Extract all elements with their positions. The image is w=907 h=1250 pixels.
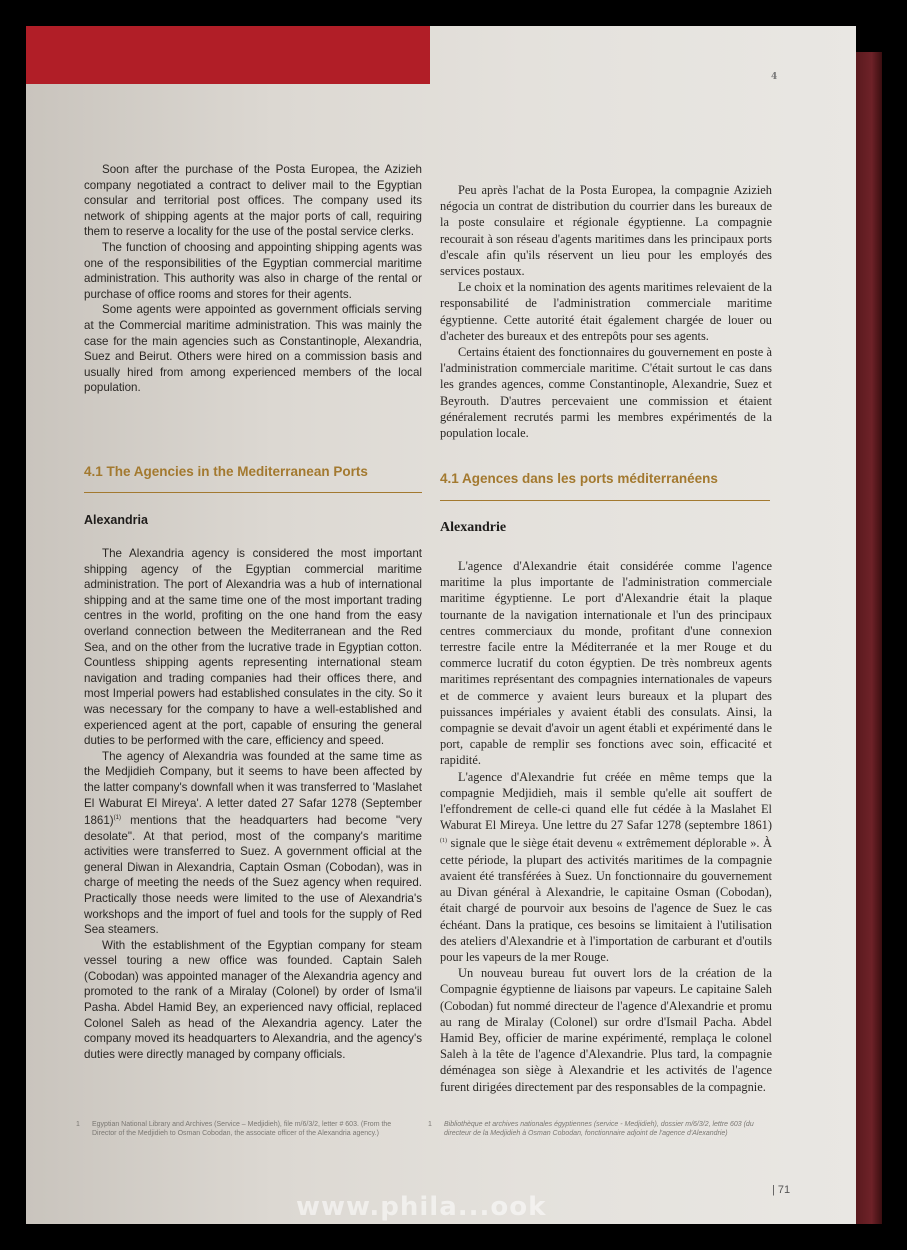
page-number: | 71	[772, 1184, 791, 1196]
top-page-number: 4	[771, 72, 778, 82]
english-paragraph: The function of choosing and appointing shipping agents was one of the responsibilities of the Egyptian commercial maritime administration. This authority was also in charge of the rental or purchase of office rooms and stores for their agents.	[84, 240, 422, 301]
footnote-ref: (1)	[440, 838, 447, 845]
english-paragraph: Some agents were appointed as government officials serving at the Commercial maritime administration. This was mainly the case for the main agencies such as Constantinople, Alexandria, Suez and Beirut. Others were hired on a commission basis and usually hired from among experienced members of the local population.	[84, 303, 422, 395]
footnote-number: 1	[428, 1121, 432, 1128]
footnote-ref: (1)	[113, 815, 121, 822]
french-paragraph: Le choix et la nomination des agents maritimes relevaient de la responsabilité de l'administration commerciale maritime égyptienne. Cette autorité était également chargée de louer ou d'acheter des bureaux et des entrepôts pour ses agents.	[440, 280, 772, 343]
french-intro	[440, 182, 772, 441]
book-page	[26, 26, 856, 1224]
book-spine	[856, 52, 882, 1224]
french-section-body	[440, 558, 772, 1095]
french-paragraph: Certains étaient des fonctionnaires du gouvernement en poste à l'administration commerciale maritime. C'était surtout le cas dans les grandes agences, comme Constantinople, Alexandrie, Suez et Beyrouth. D'autres percevaient une commission et étaient généralement recrutés parmi les membres expérimentés de la population locale.	[440, 345, 772, 441]
french-section-paragraph: L'agence d'Alexandrie était considérée comme l'agence maritime la plus importante de l'administration commerciale maritime égyptienne. Le port d'Alexandrie était la plaque tournante de la navigation internationale et l'un des principaux centres commerciaux du monde, profitant d'une connexion terrestre facile entre la Méditerranée et la mer Rouge et du commerce lucratif du coton égyptien. De très nombreux agents maritimes représentant des compagnies internationales de vapeurs et de commerce y avaient leurs bureaux et la plupart des puissances impériales y avaient établi des consulats. Ainsi, la compagnie se devait d'avoir un agent établi et expérimenté dans le port, capable de remplir ses fonctions avec soin, efficacité et rapidité.	[440, 559, 772, 768]
english-section-paragraph: The agency of Alexandria was founded at the same time as the Medjidieh Company, but it seems to have been affected by the latter company's downfall when it was transferred to 'Maslahet El Waburat El Mireya'. A letter dated 27 Safar 1278 (September 1861)$^{(1)}$ mentions that the headquarters had become "very desolate". At that period, most of the company's maritime activities were transferred to Suez. A government official at the general Diwan in Alexandria, Captain Osman (Cobodan), was in charge of meeting the needs of the Suez agency when required. Practically those needs were limited to the use of Alexandria's workshops and the import of fuel and tools for the supply of Red Sea steamers.	[84, 749, 422, 937]
french-section-paragraph: L'agence d'Alexandrie fut créée en même temps que la compagnie Medjidieh, mais il semble qu'elle ait souffert de l'effondrement de celle-ci quand elle fut cédée à la Maslahet El Waburat El Mireya. Une lettre du 27 Safar 1278 (septembre 1861)$^{(1)}$ signale que le siège était devenu « extrêmement déplorable ». À cette période, la plupart des activités maritimes de la compagnie avaient été transférées à Suez. Un fonctionnaire du gouvernement au Divan général à Alexandrie, le capitaine Osman (Cobodan), était chargé de pourvoir aux besoins de l'agence de Suez le cas échéant. Dans la pratique, ces besoins se limitaient à l'utilisation des ateliers d'Alexandrie et à l'importation de carburant et d'outils pour les vapeurs de la mer Rouge.	[440, 769, 772, 964]
french-subheading: Alexandrie	[440, 520, 507, 535]
english-section-paragraph: With the establishment of the Egyptian company for steam vessel touring a new office was founded. Captain Saleh (Cobodan) was appointed manager of the Alexandria agency and promoted to the rank of a Miralay (Colonel) by order of Isma'il Pasha. Abdel Hamid Bey, an experienced navy official, replaced Colonel Saleh as head of the Alexandria agency. Later the company moved its headquarters to Alexandria, and the agency's duties were directly managed by company officials.	[84, 938, 422, 1061]
english-subheading: Alexandria	[84, 513, 148, 527]
english-heading-rule	[84, 492, 422, 493]
watermark: www.phila...ook	[296, 1192, 547, 1222]
french-paragraph: Peu après l'achat de la Posta Europea, la compagnie Azizieh négocia un contrat de distribution du courrier dans les bureaux de la poste consulaire et régionale égyptienne. La compagnie recourait à son réseau d'agents maritimes dans les principaux ports d'escale afin qu'ils réservent un lieu pour les employés des services postaux.	[440, 183, 772, 279]
french-footnote: 1 Bibliothèque et archives nationales égyptiennes (service - Medjidieh), dossier m/6/3/2, lettre 603 (du directeur de la Medjidieh à Osman Cobodan, fonctionnaire adjoint de l'agence d'Alexandrie)	[428, 1121, 754, 1137]
french-section-heading: 4.1 Agences dans les ports méditerranéens	[440, 471, 718, 486]
english-intro	[84, 162, 422, 396]
french-section-paragraph: Un nouveau bureau fut ouvert lors de la création de la Compagnie égyptienne de liaisons par vapeurs. Le capitaine Saleh (Cobodan) fut nommé directeur de l'agence d'Alexandrie et promu au rang de Miralay (Colonel) sur ordre d'Ismail Pacha. Abdel Hamid Bey, officier de marine expérimenté, remplaça le colonel Saleh à la tête de l'agence d'Alexandrie. Plus tard, la compagnie déménagea son siège à Alexandrie et les activités de l'agence furent dirigées directement par des responsables de la compagnie.	[440, 966, 772, 1094]
english-section-paragraph: The Alexandria agency is considered the most important shipping agency of the Egyptian commercial maritime administration. The port of Alexandria was a hub of international shipping and at the same time one of the most important trading centres in the world, profiting on the one hand from the easy overland connection between the Mediterranean and the Red Sea, and on the other from the lucrative trade in Egyptian cotton. Countless shipping agents representing international steam navigation and trading companies had their offices there, and most Imperial powers had established consulates in the city. So it was necessary for the company to have a well-established and experienced agent at the port, capable of ensuring the general duties to be performed with the care, efficiency and speed.	[84, 547, 422, 748]
red-banner	[26, 26, 430, 84]
english-footnote: 1 Egyptian National Library and Archives (Service – Medjidieh), file m/6/3/2, letter # 603. (From the Director of the Medjidieh to Osman Cobodan, the associate officer of the Alexandria agency.)	[76, 1121, 392, 1137]
english-paragraph: Soon after the purchase of the Posta Europea, the Azizieh company negotiated a contract to deliver mail to the Egyptian consular and territorial post offices. The company used its network of shipping agents at the major ports of call, requiring them to reserve a locality for the use of the postal service clerks.	[84, 163, 422, 239]
english-section-body	[84, 546, 422, 1062]
footnote-number: 1	[76, 1121, 80, 1128]
english-section-heading: 4.1 The Agencies in the Mediterranean Ports	[84, 464, 368, 479]
french-heading-rule	[440, 500, 770, 501]
